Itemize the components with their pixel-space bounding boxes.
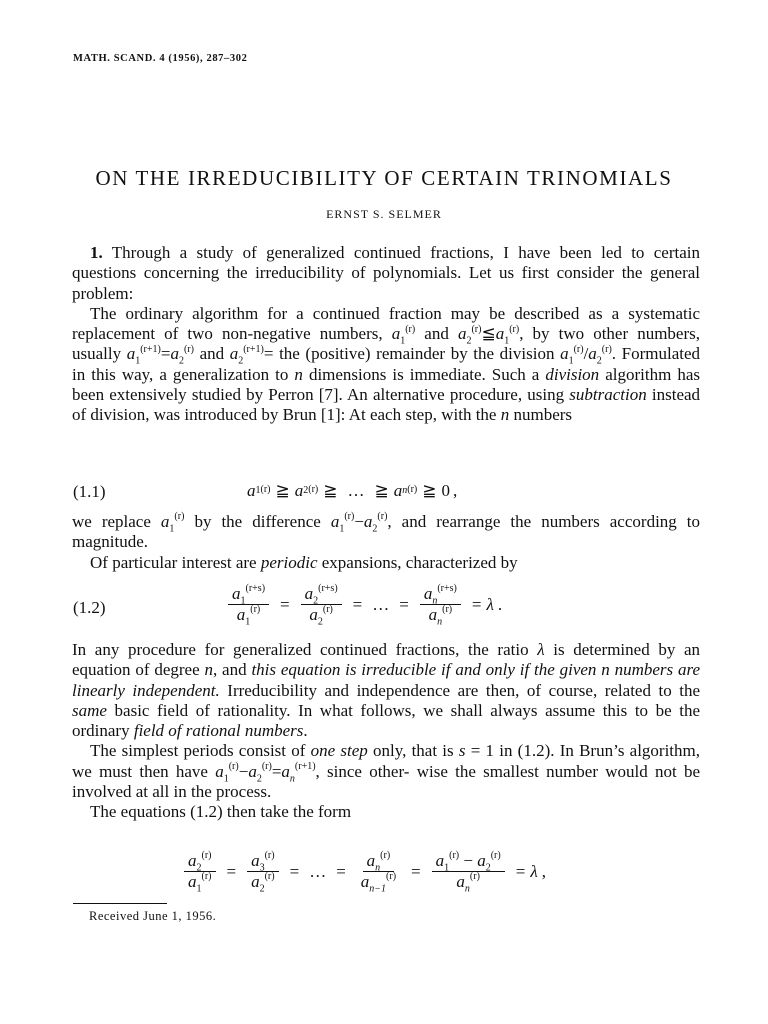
fraction: $\frac{a_n^{(r+s)}}{a_n^{(r)}}$ <box>420 585 461 624</box>
equation-label-1-2: (1.2) <box>73 598 106 617</box>
equation-1-1: a 1 $^{(r)}$ ≧ a 2 $^{(r)}$ ≧ … ≧ a n $^{(r)}$ ≧ 0 , <box>247 481 458 500</box>
equation-1-2: $\frac{a_1^{(r+s)}}{a_1^{(r)}}$ = $\frac{a_2^{(r+s)}}{a_2^{(r)}}$ = … = $\frac{a_n^{(r+s)}}{a_n^{(r)}}$ = λ . <box>222 585 502 624</box>
received-date-footnote: Received June 1, 1956. <box>89 909 217 923</box>
fraction: $\frac{a_3^{(r)}}{a_2^{(r)}}$ <box>247 852 279 891</box>
footnote-rule <box>73 903 167 904</box>
equation-label-1-1: (1.1) <box>73 482 106 501</box>
paragraph-6: The simplest periods consist of one step only, that is s = 1 in (1.2). In Brun’s algorithm, we must then have $a_1^{(r)}-a_2^{(r)}=a_n^{(r+1)}$, since other- wise the smallest number would not be involved at all in the process. The equations (1.2) then take the form <box>72 741 701 822</box>
paragraph-5: In any procedure for generalized continued fractions, the ratio λ is determined by an equation of degree n, and this equation is irreducible if and only if the given n numbers are linearly independent. Irreducibility and independence are then, of course, related to the same basic field of rationality. In what follows, we shall always assume this to be the ordinary field of rational numbers. The simplest periods consist of one step only, that is s = 1 in (1.2). In Brun’s algorithm, we must then have $a_1^{(r)}-a_2^{(r)}=a_n^{(r+1)}$, since other- wise the smallest number would not be involved at all in the process. The equations (1.2) then take the form <box>72 640 701 822</box>
fraction: $\frac{a_2^{(r+s)}}{a_2^{(r)}}$ <box>301 585 342 624</box>
journal-header: MATH. SCAND. 4 (1956), 287–302 <box>73 53 248 64</box>
fraction: $\frac{a_1^{(r+s)}}{a_1^{(r)}}$ <box>228 585 269 624</box>
fraction: $\frac{a_2^{(r)}}{a_1^{(r)}}$ <box>184 852 216 891</box>
intro-paragraphs <box>72 243 700 426</box>
section-number: 1. <box>90 243 103 262</box>
paragraph-4: Of particular interest are periodic expansions, characterized by <box>90 552 518 572</box>
fraction: $\frac{a_1^{(r)} - a_2^{(r)}}{a_n^{(r)}}$ <box>432 852 505 891</box>
paper-title: ON THE IRREDUCIBILITY OF CERTAIN TRINOMIALS <box>95 166 673 190</box>
author-name: ERNST S. SELMER <box>326 207 442 221</box>
paragraph-3: we replace $a_1^{(r)}$ by the difference $a_1^{(r)}-a_2^{(r)}$, and rearrange the numbers according to magnitude. Of particular interest are periodic expansions, characterized by <box>72 511 701 572</box>
paragraph-1: 1. Through a study of generalized continued fractions, I have been led to certain questions concerning the irreducibility of polynomials. Let us first consider the general problem: <box>72 243 701 303</box>
paragraph-2: The ordinary algorithm for a continued fraction may be described as a systematic replacement of two non-negative numbers, $a_1^{(r)}$ and $a_2^{(r)}≦a_1^{(r)}$, by two other numbers, usually $a_1^{(r+1)}=a_2^{(r)}$ and $a_2^{(r+1)}=$ the (positive) remainder by the division $a_1^{(r)}/a_2^{(r)}$. Formulated in this way, a generalization to n dimensions is immediate. Such a division algorithm has been extensively studied by Perron [7]. An alternative procedure, using subtraction instead of division, was introduced by Brun [1]: At each step, with the n numbers <box>72 303 701 425</box>
fraction: $\frac{a_n^{(r)}}{a_{n-1}^{(r)}}$ <box>360 850 397 895</box>
equation-period-one: $\frac{a_2^{(r)}}{a_1^{(r)}}$ = $\frac{a_3^{(r)}}{a_2^{(r)}}$ = … = $\frac{a_n^{(r)}}{a_{n-1}^{(r)}}$ = $\frac{a_1^{(r)} - a_2^{(r)}}{a_n^{(r)}}$ = λ , <box>178 852 546 891</box>
